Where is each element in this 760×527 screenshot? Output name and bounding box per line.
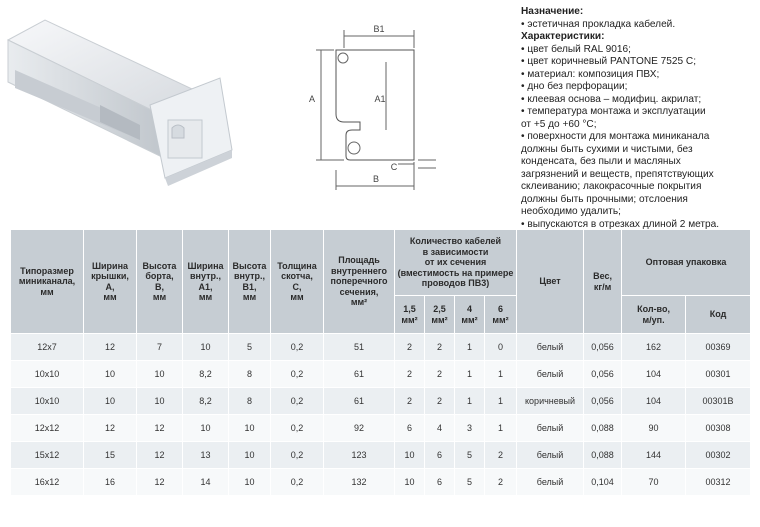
table-cell: 12x7 — [11, 334, 84, 361]
header-inner-height: Высота внутр., В1, мм — [229, 230, 271, 334]
header-wholesale: Оптовая упаковка — [622, 230, 751, 296]
purpose-item: • эстетичная прокладка кабелей. — [521, 19, 757, 32]
table-cell: 2 — [425, 388, 455, 415]
spec-item: • материал: композиция ПВХ; — [521, 69, 757, 82]
spec-item: склеиванию; лакокрасочные покрытия — [521, 181, 702, 192]
table-cell: 16x12 — [11, 469, 84, 496]
table-cell: 0,2 — [271, 334, 324, 361]
table-cell: 0,056 — [584, 361, 622, 388]
table-cell: 70 — [622, 469, 686, 496]
table-cell: 2 — [395, 361, 425, 388]
spec-item: • выпускаются в отрезках длиной 2 метра. — [521, 219, 757, 232]
spec-item: необходимо удалить; — [521, 206, 621, 217]
table-cell: 15x12 — [11, 442, 84, 469]
table-cell: 2 — [395, 334, 425, 361]
dim-label-a: A — [308, 94, 316, 104]
purpose-list — [521, 19, 757, 32]
table-cell: 10x10 — [11, 388, 84, 415]
table-cell: 10 — [84, 388, 137, 415]
table-cell: 12 — [84, 334, 137, 361]
table-cell: 2 — [485, 442, 517, 469]
header-tape-thickness: Толщина скотча, С, мм — [271, 230, 324, 334]
table-cell: 2 — [395, 388, 425, 415]
spec-item: • цвет коричневый PANTONE 7525 C; — [521, 56, 757, 69]
dim-label-b: B — [372, 174, 380, 184]
table-cell: 00369 — [686, 334, 751, 361]
table-cell: 0,2 — [271, 361, 324, 388]
table-cell: 5 — [455, 469, 485, 496]
table-cell: 6 — [425, 442, 455, 469]
table-cell: 90 — [622, 415, 686, 442]
table-cell: 2 — [425, 334, 455, 361]
spec-item: конденсата, без пыли и масляных — [521, 156, 681, 167]
table-cell: 144 — [622, 442, 686, 469]
table-cell: 6 — [395, 415, 425, 442]
table-cell: 0 — [485, 334, 517, 361]
header-color: Цвет — [517, 230, 584, 334]
table-cell: 0,2 — [271, 388, 324, 415]
spec-item: должны быть сухими и чистыми, без — [521, 143, 693, 155]
header-code: Код — [686, 296, 751, 334]
table-row — [11, 415, 751, 442]
table-cell: 12 — [84, 415, 137, 442]
table-cell: 0,088 — [584, 442, 622, 469]
table-cell: 10 — [137, 388, 183, 415]
header-area: Площадь внутреннего поперечного сечения, мм² — [324, 230, 395, 334]
description-block — [521, 6, 757, 231]
table-cell: 7 — [137, 334, 183, 361]
header-weight: Вес, кг/м — [584, 230, 622, 334]
table-cell: 12x12 — [11, 415, 84, 442]
table-cell: 8,2 — [183, 388, 229, 415]
table-cell: 1 — [455, 388, 485, 415]
header-cables-group: Количество кабелей в зависимости от их сечения (вместимость на примере проводов ПВ3) — [395, 230, 517, 296]
header-inner-width: Ширина внутр., А1, мм — [183, 230, 229, 334]
table-cell: 61 — [324, 388, 395, 415]
spec-item: • цвет белый RAL 9016; — [521, 44, 757, 57]
table-cell: 6 — [425, 469, 455, 496]
table-cell: 1 — [485, 361, 517, 388]
table-cell: 10 — [84, 361, 137, 388]
table-cell: 15 — [84, 442, 137, 469]
table-row — [11, 334, 751, 361]
table-cell: 00312 — [686, 469, 751, 496]
cross-section-drawing — [296, 20, 456, 200]
table-cell: 0,088 — [584, 415, 622, 442]
table-cell: белый — [517, 334, 584, 361]
table-cell: 5 — [455, 442, 485, 469]
table-cell: 10 — [229, 415, 271, 442]
header-cable-1-5: 1,5 мм² — [395, 296, 425, 334]
table-cell: 13 — [183, 442, 229, 469]
table-cell: белый — [517, 469, 584, 496]
table-cell: 10 — [183, 334, 229, 361]
table-cell: 0,2 — [271, 415, 324, 442]
header-cable-4: 4 мм² — [455, 296, 485, 334]
table-cell: белый — [517, 361, 584, 388]
header-side-height: Высота борта, В, мм — [137, 230, 183, 334]
table-cell: 1 — [485, 415, 517, 442]
table-cell: 0,2 — [271, 442, 324, 469]
dim-label-a1: A1 — [374, 94, 386, 104]
table-cell: 0,104 — [584, 469, 622, 496]
table-cell: 10x10 — [11, 361, 84, 388]
table-cell: 14 — [183, 469, 229, 496]
specs-list — [521, 44, 757, 232]
table-cell: 4 — [425, 415, 455, 442]
header-cable-2-5: 2,5 мм² — [425, 296, 455, 334]
table-cell: 00301B — [686, 388, 751, 415]
table-cell: белый — [517, 442, 584, 469]
table-cell: 3 — [455, 415, 485, 442]
table-cell: 00308 — [686, 415, 751, 442]
table-cell: 00301 — [686, 361, 751, 388]
specifications-table — [11, 230, 751, 496]
table-cell: 0,056 — [584, 388, 622, 415]
spec-item: • температура монтажа и эксплуатации — [521, 106, 757, 119]
table-cell: 132 — [324, 469, 395, 496]
table-cell: 104 — [622, 361, 686, 388]
table-cell: 0,2 — [271, 469, 324, 496]
table-row — [11, 442, 751, 469]
table-cell: 00302 — [686, 442, 751, 469]
table-cell: 10 — [395, 442, 425, 469]
table-cell: 8,2 — [183, 361, 229, 388]
table-cell: 2 — [425, 361, 455, 388]
specs-heading: Характеристики: — [521, 31, 605, 42]
table-cell: 92 — [324, 415, 395, 442]
table-cell: белый — [517, 415, 584, 442]
table-cell: 5 — [229, 334, 271, 361]
dim-label-b1: B1 — [373, 24, 385, 34]
table-cell: 1 — [455, 361, 485, 388]
table-cell: 123 — [324, 442, 395, 469]
table-cell: 0,056 — [584, 334, 622, 361]
table-row — [11, 361, 751, 388]
spec-item: от +5 до +60 °C; — [521, 118, 597, 130]
table-cell: 10 — [137, 361, 183, 388]
table-cell: 8 — [229, 388, 271, 415]
spec-item: • клеевая основа – модифиц. акрилат; — [521, 94, 757, 107]
table-cell: 10 — [229, 469, 271, 496]
table-cell: 16 — [84, 469, 137, 496]
table-row — [11, 388, 751, 415]
header-cover-width: Ширина крышки, А, мм — [84, 230, 137, 334]
table-cell: 51 — [324, 334, 395, 361]
table-cell: 12 — [137, 442, 183, 469]
table-cell: 10 — [183, 415, 229, 442]
table-cell: 12 — [137, 469, 183, 496]
table-row — [11, 469, 751, 496]
table-cell: 8 — [229, 361, 271, 388]
minichannel-product-image — [0, 0, 240, 205]
table-cell: 12 — [137, 415, 183, 442]
spec-item: загрязнений и веществ, препятствующих — [521, 168, 714, 180]
table-cell: 61 — [324, 361, 395, 388]
spec-item: • поверхности для монтажа миниканала — [521, 131, 757, 144]
dim-label-c: C — [390, 162, 398, 172]
table-cell: 2 — [485, 469, 517, 496]
header-quantity: Кол-во, м/уп. — [622, 296, 686, 334]
header-cable-6: 6 мм² — [485, 296, 517, 334]
table-cell: 104 — [622, 388, 686, 415]
table-body — [11, 334, 751, 496]
header-size: Типоразмер миниканала, мм — [11, 230, 84, 334]
spec-item: должны быть прочными; отслоения — [521, 193, 688, 205]
table-cell: 10 — [229, 442, 271, 469]
table-cell: 10 — [395, 469, 425, 496]
table-cell: 1 — [485, 388, 517, 415]
spec-item: • дно без перфорации; — [521, 81, 757, 94]
table-cell: 162 — [622, 334, 686, 361]
purpose-heading: Назначение: — [521, 6, 584, 17]
table-cell: коричневый — [517, 388, 584, 415]
table-cell: 1 — [455, 334, 485, 361]
